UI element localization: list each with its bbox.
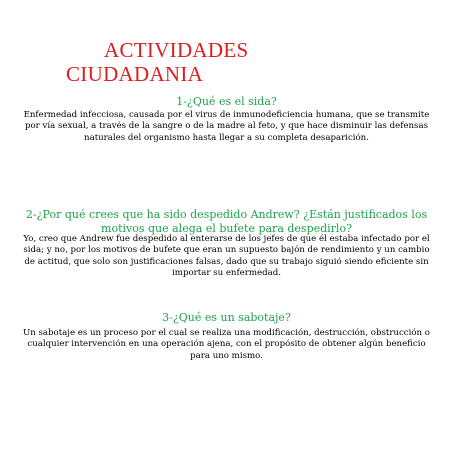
title-line-2: CIUDADANIA bbox=[66, 62, 204, 86]
answer-1: Enfermedad infecciosa, causada por el virus de inmunodeficiencia humana, que se transmite por vía sexual, a través de la sangre o de la madre al feto, y que hace disminuir las defensas naturales del organismo hasta llegar a su completa desaparición. bbox=[23, 110, 430, 143]
answer-2: Yo, creo que Andrew fue despedido al enterarse de los jefes de que él estaba infectado por el sida; y no, por los motivos de bufete que eran un supuesto bajón de rendimiento y un cambio de actitud, que solo son justificaciones falsas, dado que su trabajo siguió siendo eficiente sin importar su enfermedad. bbox=[23, 234, 430, 278]
document-title bbox=[66, 38, 386, 86]
title-line-1: ACTIVIDADES bbox=[104, 38, 249, 62]
answer-3: Un sabotaje es un proceso por el cual se realiza una modificación, destrucción, obstrucción o cualquier intervención en una operación ajena, con el propósito de obtener algún beneficio para uno mismo. bbox=[23, 328, 430, 361]
question-2: 2-¿Por qué crees que ha sido despedido Andrew? ¿Están justificados los motivos que alega el bufete para despedirlo? bbox=[25, 208, 428, 235]
question-3: 3-¿Qué es un sabotaje? bbox=[162, 311, 291, 324]
question-1: 1-¿Qué es el sida? bbox=[176, 95, 277, 108]
